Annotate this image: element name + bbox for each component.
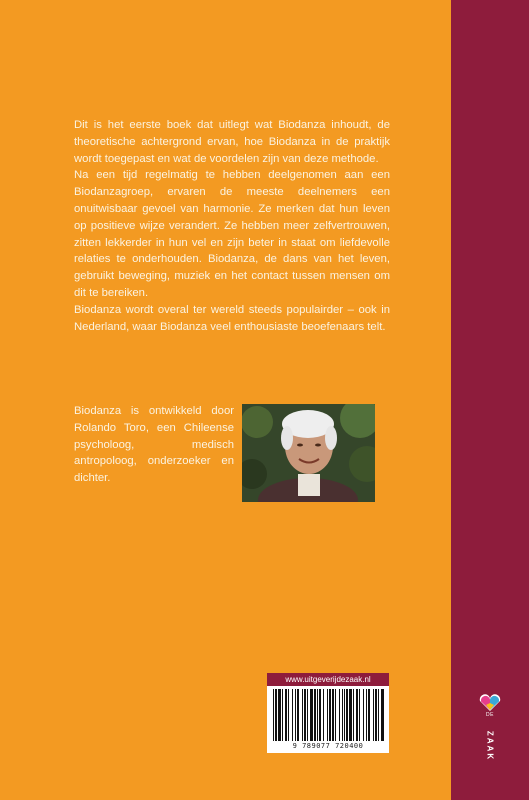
blurb-paragraph-3: Biodanza wordt overal ter wereld steeds populairder – ook in Nederland, waar Biodanza veel enthousiaste beoefenaars telt. — [74, 303, 390, 333]
author-bio: Biodanza is ontwikkeld door Rolando Toro, een Chileense psycholoog, medisch antropoloog, onderzoeker en dichter. — [74, 405, 234, 485]
spine-band — [451, 0, 529, 800]
author-photo — [242, 404, 375, 502]
logo-name: ZAAK — [485, 730, 495, 762]
blurb-text — [74, 117, 390, 335]
heart-icon — [477, 694, 503, 712]
barcode-panel — [267, 673, 389, 753]
blurb-paragraph-1: Dit is het eerste boek dat uitlegt wat Biodanza inhoudt, de theoretische achtergrond ervan, hoe Biodanza in de praktijk wordt toegepast en wat de voordelen zijn van deze methode. — [74, 119, 390, 165]
publisher-url: www.uitgeverijdezaak.nl — [267, 673, 389, 686]
logo-prefix: DE — [486, 712, 494, 718]
blurb-paragraph-2: Na een tijd regelmatig te hebben deelgenomen aan een Biodanzagroep, ervaren de meeste deelnemers een onuitwisbaar gevoel van harmonie. Ze merken dat hun leven op positieve wijze verandert. Ze hebben meer zelfvertrouwen, zitten lekkerder in hun vel en zijn beter in staat om liefdevolle relaties te onderhouden. Biodanza, de dans van het leven, gebruikt beweging, muziek en het contact tussen mensen om dit te bereiken. — [74, 169, 390, 299]
publisher-logo — [477, 694, 503, 774]
isbn-number: 9 789077 720400 — [292, 742, 364, 750]
barcode — [271, 689, 385, 741]
